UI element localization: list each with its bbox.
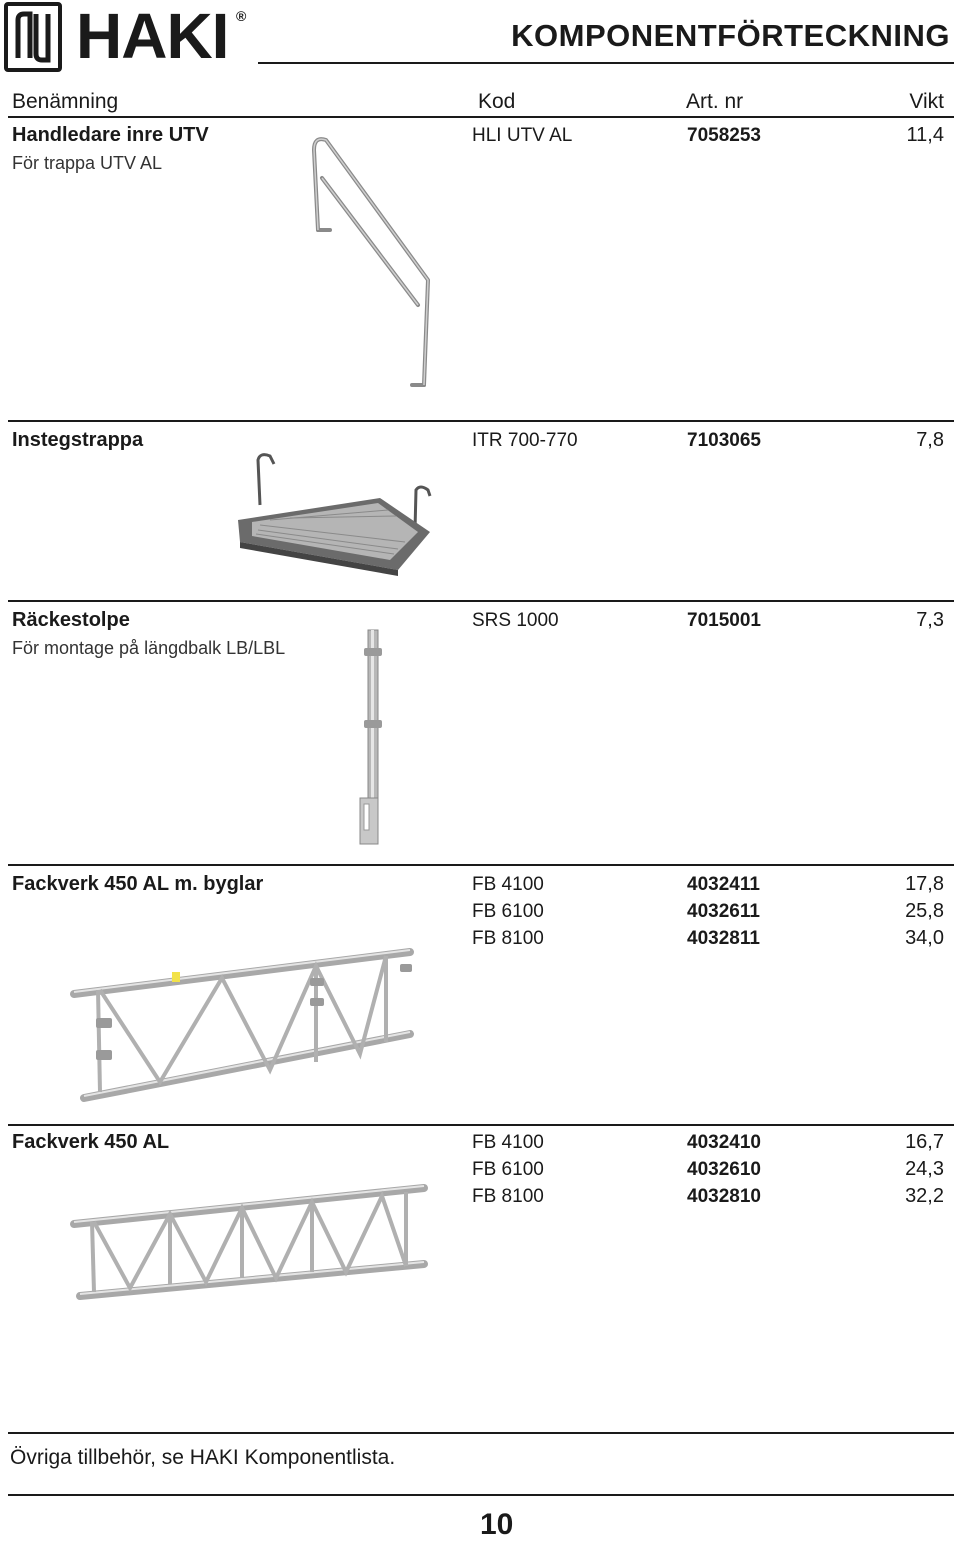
footer-rule-bottom xyxy=(8,1494,954,1496)
column-header-weight: Vikt xyxy=(909,90,944,113)
logo-wordmark: HAKI xyxy=(76,0,229,72)
item-art-number: 7103065 xyxy=(687,430,761,451)
item-name: Instegstrappa xyxy=(12,429,144,451)
haki-logo xyxy=(4,2,254,74)
item-code: HLI UTV AL xyxy=(472,125,573,146)
column-header-code: Kod xyxy=(478,90,516,113)
haki-logo-mark-icon xyxy=(4,2,62,72)
item-separator xyxy=(8,420,954,422)
footer-rule-top xyxy=(8,1432,954,1434)
item-art-number: 4032411 xyxy=(687,874,760,895)
item-weight: 24,3 xyxy=(905,1158,944,1180)
column-header-art: Art. nr xyxy=(686,90,744,113)
item-separator xyxy=(8,864,954,866)
item-weight: 7,8 xyxy=(916,429,944,451)
railing-post-icon xyxy=(350,628,390,846)
item-weight: 16,7 xyxy=(905,1131,944,1153)
registered-mark: ® xyxy=(236,8,247,24)
item-weight: 7,3 xyxy=(916,609,944,631)
item-name: Fackverk 450 AL xyxy=(12,1131,170,1153)
item-name: Fackverk 450 AL m. byglar xyxy=(12,873,264,895)
item-code: FB 4100 xyxy=(472,1132,544,1153)
truss-with-clamps-icon xyxy=(70,942,420,1104)
item-code: ITR 700-770 xyxy=(472,430,578,451)
item-separator xyxy=(8,600,954,602)
item-art-number: 4032611 xyxy=(687,901,760,922)
item-weight: 32,2 xyxy=(905,1185,944,1207)
item-weight: 11,4 xyxy=(906,124,944,146)
column-header-rule xyxy=(8,116,954,118)
item-weight: 25,8 xyxy=(905,900,944,922)
item-art-number: 4032410 xyxy=(687,1132,761,1153)
item-weight: 17,8 xyxy=(905,873,944,895)
step-ladder-icon xyxy=(230,450,440,575)
item-code: FB 6100 xyxy=(472,901,544,922)
item-art-number: 4032810 xyxy=(687,1186,761,1207)
handrail-icon xyxy=(300,130,440,395)
item-art-number: 4032610 xyxy=(687,1159,761,1180)
item-art-number: 4032811 xyxy=(687,928,760,949)
item-code: FB 8100 xyxy=(472,928,544,949)
header-rule xyxy=(258,62,954,64)
item-code: SRS 1000 xyxy=(472,610,559,631)
column-header-name: Benämning xyxy=(12,90,119,113)
footer-note: Övriga tillbehör, se HAKI Komponentlista. xyxy=(10,1446,396,1469)
item-subtitle: För trappa UTV AL xyxy=(12,153,163,173)
item-weight: 34,0 xyxy=(905,927,944,949)
truss-icon xyxy=(70,1184,430,1304)
item-separator xyxy=(8,1124,954,1126)
item-name: Handledare inre UTV xyxy=(12,124,209,146)
item-art-number: 7058253 xyxy=(687,125,761,146)
page-number: 10 xyxy=(480,1508,514,1541)
item-subtitle: För montage på längdbalk LB/LBL xyxy=(12,638,286,658)
item-code: FB 4100 xyxy=(472,874,544,895)
item-art-number: 7015001 xyxy=(687,610,761,631)
item-code: FB 6100 xyxy=(472,1159,544,1180)
document-title: KOMPONENTFÖRTECKNING xyxy=(511,18,950,53)
item-name: Räckestolpe xyxy=(12,609,130,631)
item-code: FB 8100 xyxy=(472,1186,544,1207)
